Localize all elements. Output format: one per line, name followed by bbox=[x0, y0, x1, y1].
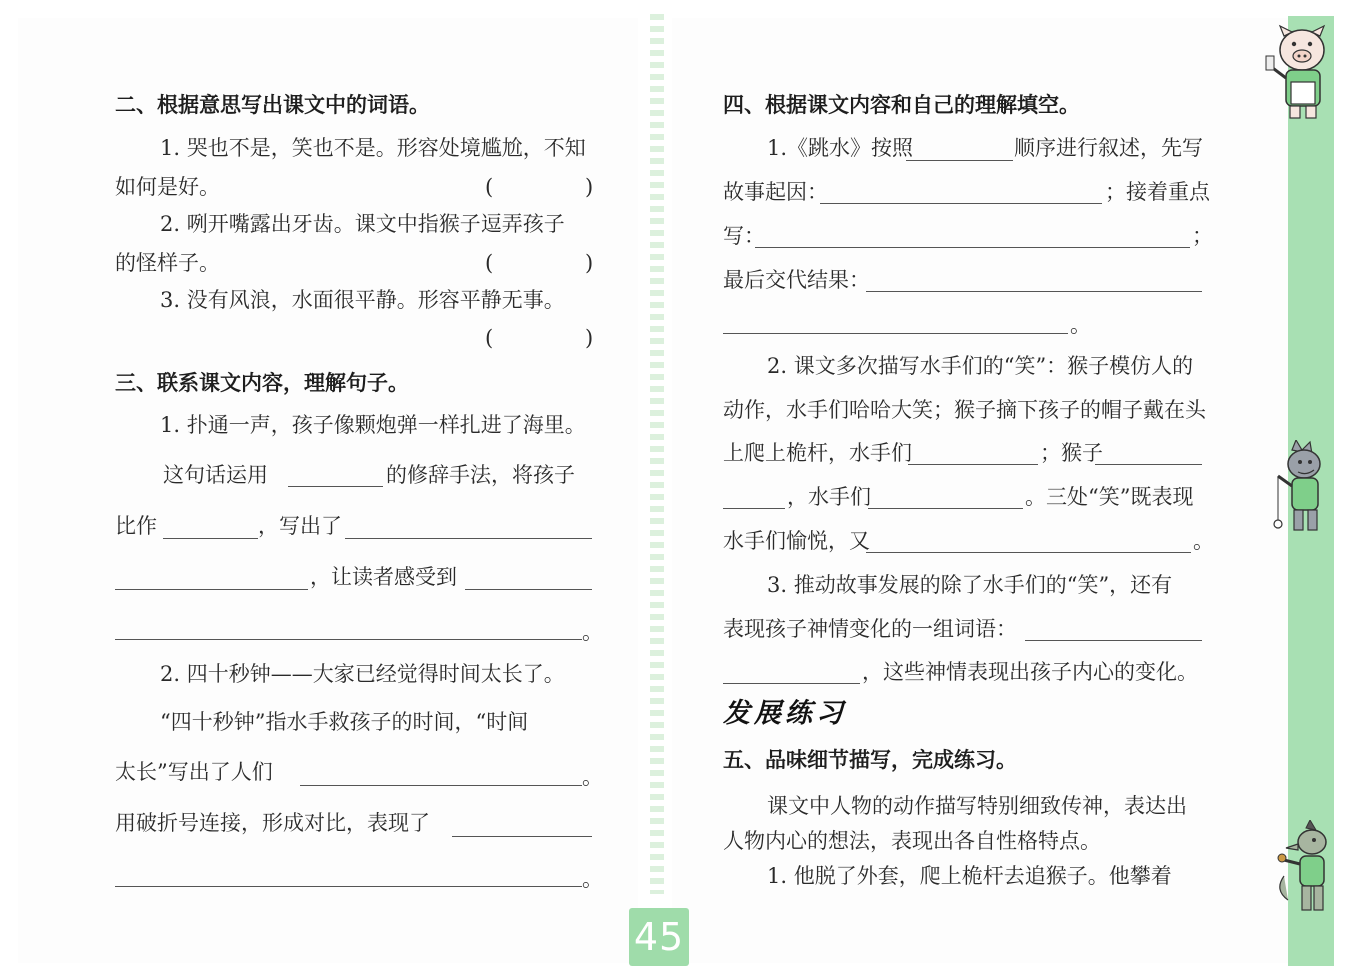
s4-q1-f: ； bbox=[1192, 224, 1213, 248]
s2-q1-line2: 如何是好。 bbox=[115, 175, 220, 199]
s3-q2-period-1: 。 bbox=[582, 765, 603, 789]
s2-q3-line1: 3. 没有风浪，水面很平静。形容平静无事。 bbox=[160, 288, 565, 312]
s4-q1-e: 写： bbox=[723, 224, 765, 248]
s4-q2-d: ；猴子 bbox=[1040, 441, 1103, 465]
fox-cartoon-icon bbox=[1270, 820, 1334, 920]
s4-q1-blank-4[interactable] bbox=[866, 291, 1202, 292]
s2-q1-line1: 1. 哭也不是，笑也不是。形容处境尴尬，不知 bbox=[160, 136, 586, 160]
s3-q1-blank-2[interactable] bbox=[163, 538, 258, 539]
s3-q1: 1. 扑通一声，孩子像颗炮弹一样扎进了海里。 bbox=[160, 413, 586, 437]
s5-q1: 1. 他脱了外套，爬上桅杆去追猴子。他攀着 bbox=[767, 864, 1172, 888]
s4-q2-g: 水手们愉悦，又 bbox=[723, 529, 870, 553]
s3-q1-c: 比作 bbox=[115, 514, 157, 538]
s4-q2-e: ，水手们 bbox=[787, 485, 871, 509]
s4-q1-blank-2[interactable] bbox=[820, 203, 1102, 204]
develop-practice-title: 发展练习 bbox=[723, 698, 847, 729]
s4-q2-blank-5[interactable] bbox=[866, 552, 1191, 553]
s3-q2-a: “四十秒钟”指水手救孩子的时间，“时间 bbox=[160, 710, 529, 734]
s3-q1-blank-3[interactable] bbox=[345, 538, 592, 539]
page-number: 45 bbox=[629, 908, 689, 966]
s4-q3-a: 3. 推动故事发展的除了水手们的“笑”，还有 bbox=[767, 573, 1173, 597]
s3-q1-blank-6[interactable] bbox=[115, 639, 582, 640]
section4-title: 四、根据课文内容和自己的理解填空。 bbox=[723, 93, 1080, 117]
section3-title: 三、联系课文内容，理解句子。 bbox=[115, 371, 409, 395]
s2-q2-line1: 2. 咧开嘴露出牙齿。课文中指猴子逗弄孩子 bbox=[160, 212, 565, 236]
s2-q2-paren-close: ) bbox=[585, 251, 594, 275]
s4-q2-c: 上爬上桅杆，水手们 bbox=[723, 441, 912, 465]
s4-q3-b: 表现孩子神情变化的一组词语： bbox=[723, 617, 1017, 641]
s4-q2-blank-1[interactable] bbox=[908, 464, 1038, 465]
section5-title: 五、品味细节描写，完成练习。 bbox=[723, 748, 1017, 772]
s2-q1-paren-open: ( bbox=[485, 175, 494, 199]
s4-q2-period: 。 bbox=[1193, 529, 1214, 553]
s3-q1-blank-1[interactable] bbox=[288, 486, 383, 487]
s2-q2-line2: 的怪样子。 bbox=[115, 251, 220, 275]
s4-q1-c: 故事起因： bbox=[723, 180, 828, 204]
s4-q1-d: ；接着重点 bbox=[1105, 180, 1210, 204]
s5-p2: 人物内心的想法，表现出各自性格特点。 bbox=[723, 829, 1101, 853]
s4-q1-period: 。 bbox=[1070, 313, 1091, 337]
s3-q1-e: ，让读者感受到 bbox=[310, 565, 457, 589]
s4-q2-b: 动作，水手们哈哈大笑；猴子摘下孩子的帽子戴在头 bbox=[723, 398, 1206, 422]
s5-p1: 课文中人物的动作描写特别细致传神，表达出 bbox=[767, 794, 1187, 818]
s4-q1-a: 1.《跳水》按照 bbox=[767, 136, 914, 160]
s3-q1-period: 。 bbox=[582, 620, 603, 644]
s3-q2-c: 用破折号连接，形成对比，表现了 bbox=[115, 811, 430, 835]
s3-q1-a: 这句话运用 bbox=[163, 463, 268, 487]
s4-q2-f: 。三处“笑”既表现 bbox=[1025, 485, 1194, 509]
s3-q1-d: ，写出了 bbox=[258, 514, 342, 538]
s4-q2-blank-4[interactable] bbox=[868, 508, 1023, 509]
section2-title: 二、根据意思写出课文中的词语。 bbox=[115, 93, 430, 117]
s4-q1-blank-3[interactable] bbox=[755, 247, 1190, 248]
s2-q2-paren-open: ( bbox=[485, 251, 494, 275]
s4-q1-b: 顺序进行叙述，先写 bbox=[1014, 136, 1203, 160]
s3-q1-blank-4[interactable] bbox=[115, 589, 308, 590]
wolf-cartoon-icon bbox=[1270, 440, 1334, 540]
s4-q2-blank-2[interactable] bbox=[1095, 464, 1202, 465]
s4-q2-blank-3[interactable] bbox=[723, 508, 785, 509]
s3-q2-blank-3[interactable] bbox=[115, 886, 582, 887]
pig-cartoon-icon bbox=[1262, 22, 1334, 122]
s4-q2-a: 2. 课文多次描写水手们的“笑”：猴子模仿人的 bbox=[767, 354, 1194, 378]
s2-q1-paren-close: ) bbox=[585, 175, 594, 199]
s3-q2-blank-2[interactable] bbox=[452, 836, 592, 837]
s4-q3-c: ，这些神情表现出孩子内心的变化。 bbox=[862, 660, 1198, 684]
s3-q2-b: 太长”写出了人们 bbox=[115, 760, 273, 784]
s3-q2: 2. 四十秒钟——大家已经觉得时间太长了。 bbox=[160, 662, 565, 686]
s3-q1-blank-5[interactable] bbox=[465, 589, 592, 590]
s4-q3-blank-1[interactable] bbox=[1025, 640, 1202, 641]
s2-q3-paren-open: ( bbox=[485, 326, 494, 350]
s3-q2-blank-1[interactable] bbox=[300, 785, 582, 786]
s3-q2-period-2: 。 bbox=[582, 867, 603, 891]
s4-q1-g: 最后交代结果： bbox=[723, 268, 870, 292]
s4-q3-blank-2[interactable] bbox=[723, 683, 860, 684]
s4-q1-blank-1[interactable] bbox=[906, 160, 1013, 161]
book-spine bbox=[650, 14, 664, 894]
s4-q1-blank-5[interactable] bbox=[723, 333, 1068, 334]
s3-q1-b: 的修辞手法，将孩子 bbox=[386, 463, 575, 487]
s2-q3-paren-close: ) bbox=[585, 326, 594, 350]
